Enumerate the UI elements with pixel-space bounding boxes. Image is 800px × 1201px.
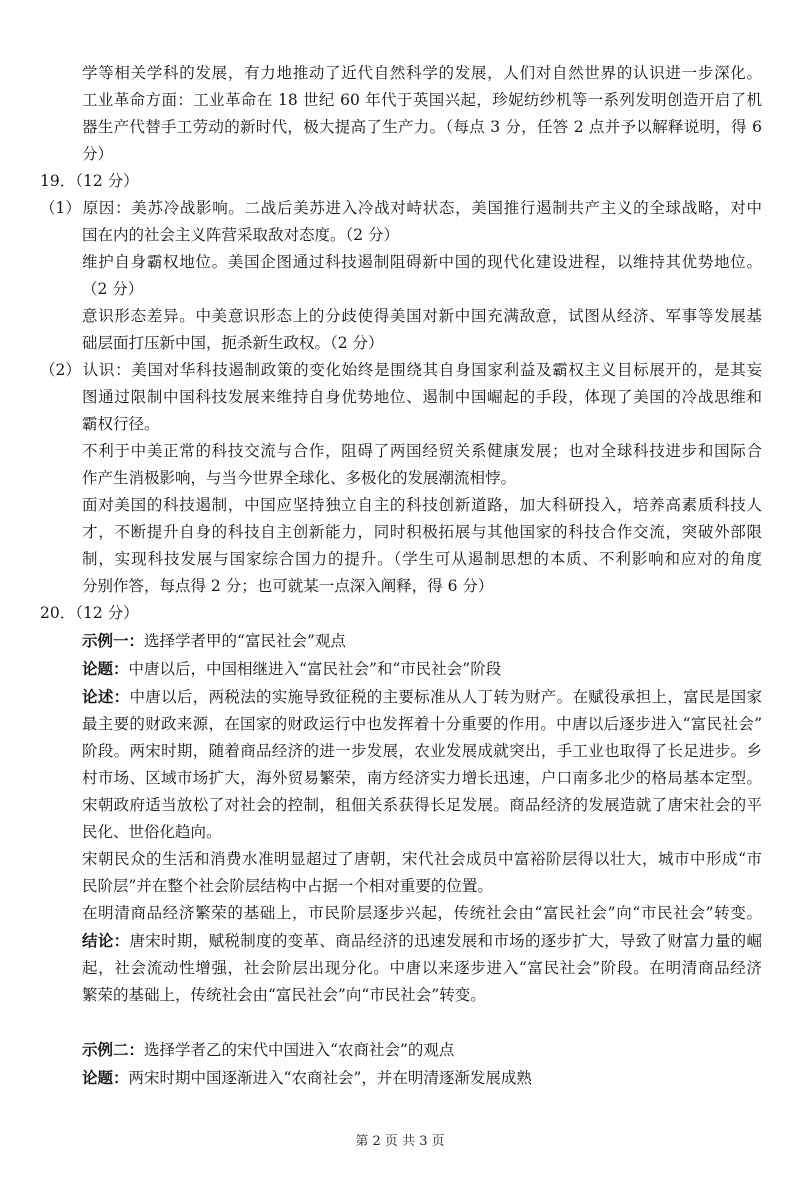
paragraph-gap xyxy=(40,1009,762,1036)
answer-text: 唐宋时期，赋税制度的变革、商品经济的迅速发展和市场的逐步扩大，导致了财富力量的崛 xyxy=(129,932,762,950)
page-footer: 第 2 页 共 3 页 xyxy=(355,1134,445,1149)
answer-line: 工业革命方面：工业革命在 18 世纪 60 年代于英国兴起，珍妮纺纱机等一系列发明创造开启了机 xyxy=(82,91,762,109)
answer-text: 选择学者甲的“富民社会”观点 xyxy=(144,632,346,650)
answer-line: 民化、世俗化趋向。 xyxy=(82,823,222,841)
answer-text: 原因：美苏冷战影响。二战后美苏进入冷战对峙状态，美国推行遏制共产主义的全球战略，对中 xyxy=(82,199,762,217)
example-label: 示例一： xyxy=(82,631,145,650)
answer-line: 村市场、区域市场扩大，海外贸易繁荣，南方经济实力增长迅速，户口南多北少的格局基本定型。 xyxy=(82,769,762,787)
answer-line: 面对美国的科技遏制，中国应坚持独立自主的科技创新道路，加大科研投入，培养高素质科技人 xyxy=(82,496,762,514)
answer-line: 阶段。两宋时期，随着商品经济的进一步发展，农业发展成就突出，手工业也取得了长足进步。乡 xyxy=(82,742,762,760)
sub-question-line xyxy=(40,357,762,384)
argument-line xyxy=(82,683,762,711)
question-number: 20．（12 分） xyxy=(40,604,139,622)
conclusion-label: 结论： xyxy=(82,931,130,950)
answer-content xyxy=(40,60,762,1092)
example-heading xyxy=(82,627,762,655)
answer-text: 认识：美国对华科技遏制政策的变化始终是围绕其自身国家利益及霸权主义目标展开的，是其妄 xyxy=(82,361,762,379)
answer-text: 两宋时期中国逐渐进入“农商社会”，并在明清逐渐发展成熟 xyxy=(128,1069,532,1087)
answer-line: 最主要的财政来源，在国家的财政运行中也发挥着十分重要的作用。中唐以后逐步进入“富民社会” xyxy=(82,715,762,733)
answer-line: 宋朝政府适当放松了对社会的控制，租佃关系获得长足发展。商品经济的发展造就了唐宋社会的平 xyxy=(82,796,762,814)
answer-line: 民阶层”并在整个社会阶层结构中占据一个相对重要的位置。 xyxy=(82,877,493,895)
answer-text: 中唐以后，中国相继进入“富民社会”和“市民社会”阶段 xyxy=(128,660,502,678)
answer-line: 繁荣的基础上，传统社会由“富民社会”向“市民社会”转变。 xyxy=(82,986,486,1004)
answer-text: 选择学者乙的宋代中国进入“农商社会”的观点 xyxy=(144,1041,455,1059)
answer-line: 制，实现科技发展与国家综合国力的提升。（学生可从遏制思想的本质、不利影响和应对的角度 xyxy=(82,550,762,568)
answer-line: 维护自身霸权地位。美国企图通过科技遏制阻碍新中国的现代化建设进程，以维持其优势地位。 xyxy=(82,253,762,271)
answer-line: 意识形态差异。中美意识形态上的分歧使得美国对新中国充满敌意，试图从经济、军事等发展基 xyxy=(82,307,762,325)
answer-line: 宋朝民众的生活和消费水准明显超过了唐朝，宋代社会成员中富裕阶层得以壮大，城市中形成“市 xyxy=(82,850,762,868)
answer-line: 础层面打压新中国，扼杀新生政权。（2 分） xyxy=(82,334,384,352)
thesis-line xyxy=(82,655,762,683)
sub-question-line xyxy=(40,195,762,222)
answer-line: 在明清商品经济繁荣的基础上，市民阶层逐步兴起，传统社会由“富民社会”向“市民社会”转变。 xyxy=(82,904,762,922)
answer-line: （2 分） xyxy=(82,280,144,298)
answer-line: 作产生消极影响，与当今世界全球化、多极化的发展潮流相悖。 xyxy=(82,469,517,487)
answer-line: 图通过限制中国科技发展来维持自身优势地位、遏制中国崛起的手段，体现了美国的冷战思维和 xyxy=(82,388,762,406)
example-heading xyxy=(82,1036,762,1064)
answer-line: 分） xyxy=(82,145,114,163)
answer-line: 不利于中美正常的科技交流与合作，阻碍了两国经贸关系健康发展；也对全球科技进步和国际合 xyxy=(82,442,762,460)
answer-line: 器生产代替手工劳动的新时代，极大提高了生产力。（每点 3 分，任答 2 点并予以解释说明，得 6 xyxy=(82,118,762,136)
answer-line: 分别作答，每点得 2 分；也可就某一点深入阐释，得 6 分） xyxy=(82,577,494,595)
answer-line: 国在内的社会主义阵营采取敌对态度。（2 分） xyxy=(82,226,400,244)
example-label: 示例二： xyxy=(82,1040,145,1059)
argument-label: 论述： xyxy=(82,687,130,706)
sub-question-label: （1） xyxy=(40,199,81,217)
question-number: 19．（12 分） xyxy=(40,172,139,190)
conclusion-line xyxy=(82,927,762,955)
thesis-label: 论题： xyxy=(82,1068,129,1087)
sub-question-label: （2） xyxy=(40,361,81,379)
answer-text: 中唐以后，两税法的实施导致征税的主要标准从人丁转为财产。在赋役承担上，富民是国家 xyxy=(129,688,762,706)
thesis-line xyxy=(82,1064,762,1092)
thesis-label: 论题： xyxy=(82,659,129,678)
answer-line: 霸权行径。 xyxy=(82,415,160,433)
answer-line: 才，不断提升自身的科技自主创新能力，同时积极拓展与其他国家的科技合作交流，突破外部限 xyxy=(82,523,762,541)
answer-line: 学等相关学科的发展，有力地推动了近代自然科学的发展，人们对自然世界的认识进一步深化。 xyxy=(82,64,762,82)
answer-line: 起，社会流动性增强，社会阶层出现分化。中唐以来逐步进入“富民社会”阶段。在明清商品经济 xyxy=(82,959,762,977)
